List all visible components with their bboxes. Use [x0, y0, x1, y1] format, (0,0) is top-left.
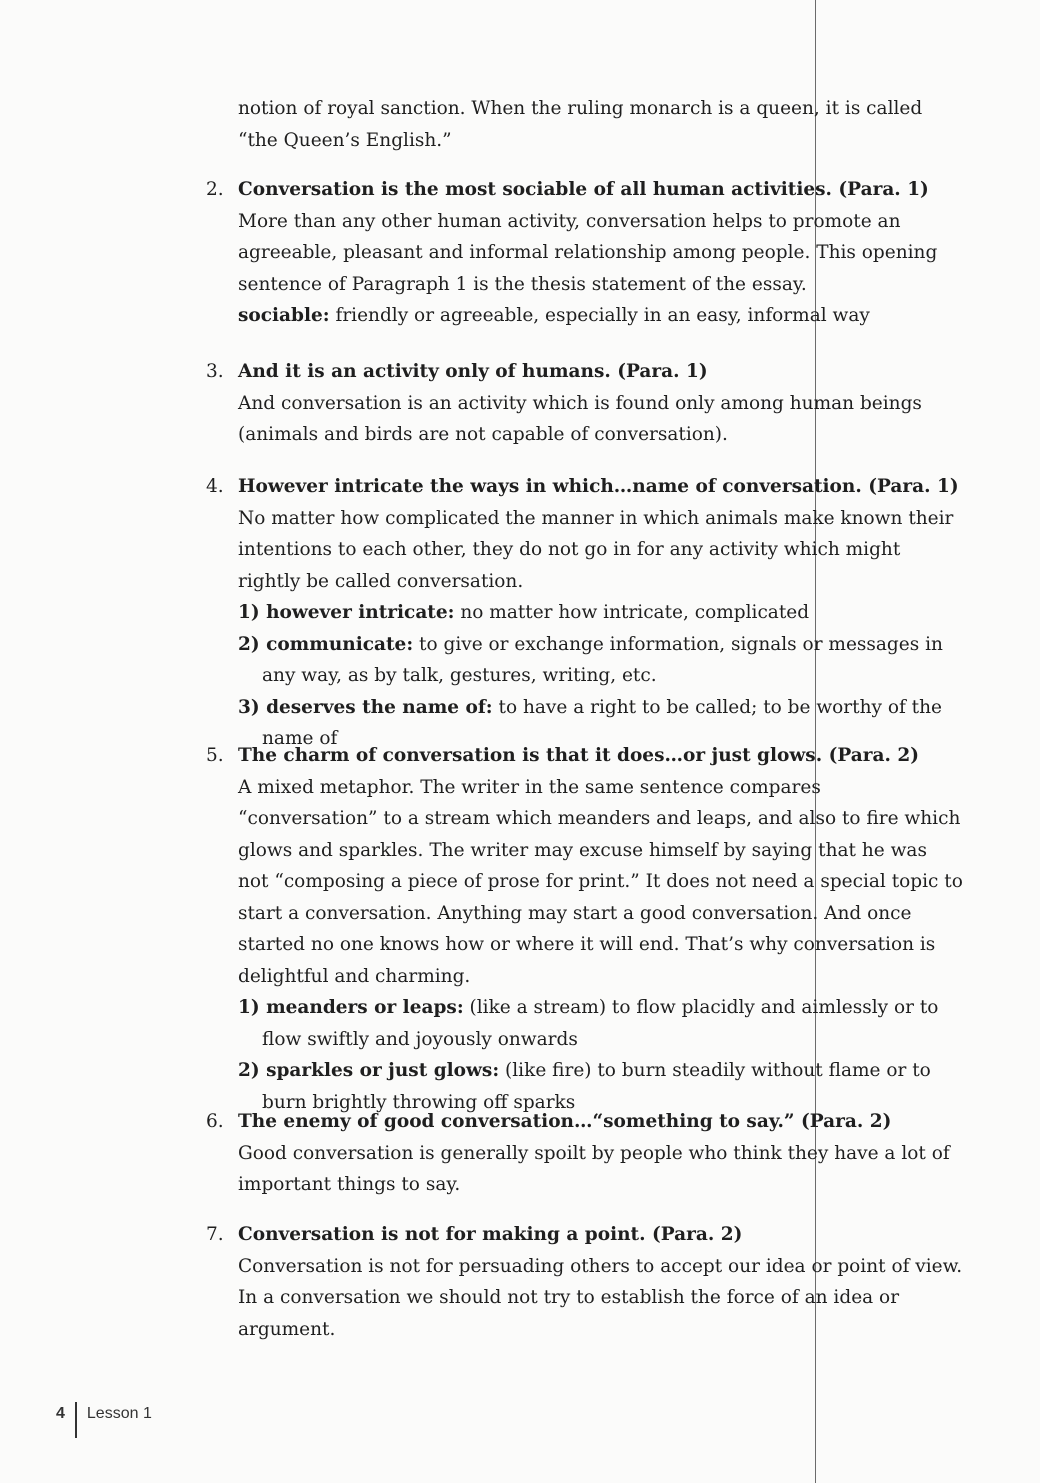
note-text: Good conversation is generally spoilt by people who think they have a lot of important things to say. [238, 1142, 950, 1195]
definition: friendly or agreeable, especially in an easy, informal way [329, 305, 870, 326]
definition: (like a stream) to flow placidly and aimlessly or to flow swiftly and joyously onwards [262, 997, 939, 1050]
note-number: 3. [206, 361, 224, 382]
term-definition [238, 300, 963, 332]
footer-divider [75, 1402, 77, 1438]
term-definition [238, 629, 963, 692]
note-body [238, 174, 963, 332]
note-text: Conversation is not for persuading others to accept our idea or point of view. In a conversation we should not try to establish the force of an idea or argument. [238, 1255, 963, 1340]
note-text: More than any other human activity, conversation helps to promote an agreeable, pleasant and informal relationship among people. This opening sentence of Paragraph 1 is the thesis statement of the essay. [238, 210, 938, 295]
note-heading: The charm of conversation is that it does…or just glows. (Para. 2) [238, 745, 919, 766]
term: 1) however intricate: [238, 602, 455, 623]
note-heading: However intricate the ways in which…name of conversation. (Para. 1) [238, 476, 959, 497]
term-definition [238, 597, 963, 629]
note-number: 7. [206, 1224, 224, 1245]
definition: to have a right to be called; to be worthy of the name of [262, 696, 942, 749]
note-heading: The enemy of good conversation…“something to say.” (Para. 2) [238, 1111, 892, 1132]
note-body [238, 1106, 963, 1201]
note-body [238, 740, 963, 1118]
definition: no matter how intricate, complicated [454, 602, 810, 623]
note-body [238, 356, 963, 451]
note-text: No matter how complicated the manner in which animals make known their intentions to each other, they do not go in for any activity which might rightly be called conversation. [238, 507, 954, 592]
note-heading: Conversation is the most sociable of all human activities. (Para. 1) [238, 179, 929, 200]
term: 3) deserves the name of: [238, 696, 493, 718]
lesson-label: Lesson 1 [86, 1405, 152, 1422]
note-text: A mixed metaphor. The writer in the same sentence compares “conversation” to a stream which meanders and leaps, and also to fire which glows and sparkles. The writer may excuse himself by saying that he was not “composing a piece of prose for print.” It does not need a special topic to start a conversation. Anything may start a good conversation. And once started no one knows how or where it will end. That’s why conversation is delightful and charming. [238, 776, 963, 987]
note-heading: Conversation is not for making a point. (Para. 2) [238, 1224, 743, 1245]
note-body [238, 471, 963, 755]
term: 2) communicate: [238, 633, 414, 655]
note-number: 6. [206, 1111, 224, 1132]
intro-paragraph: notion of royal sanction. When the ruling monarch is a queen, it is called “the Queen’s English.” [238, 98, 923, 151]
note-number: 4. [206, 476, 224, 497]
note-body [238, 1219, 963, 1345]
page-number: 4 [56, 1405, 65, 1422]
term: 1) meanders or leaps: [238, 997, 464, 1018]
note-number: 5. [206, 745, 224, 766]
note-heading: And it is an activity only of humans. (Para. 1) [238, 361, 708, 382]
note-number: 2. [206, 179, 224, 200]
definition: (like fire) to burn steadily without flame or to burn brightly throwing off sparks [262, 1060, 931, 1113]
definition: to give or exchange information, signals or messages in any way, as by talk, gestures, writing, etc. [262, 633, 943, 686]
term: sociable: [238, 305, 330, 326]
page-footer [56, 1396, 152, 1432]
note-text: And conversation is an activity which is found only among human beings (animals and birds are not capable of conversation). [238, 392, 922, 445]
term: 2) sparkles or just glows: [238, 1060, 500, 1081]
term-definition [238, 992, 963, 1055]
